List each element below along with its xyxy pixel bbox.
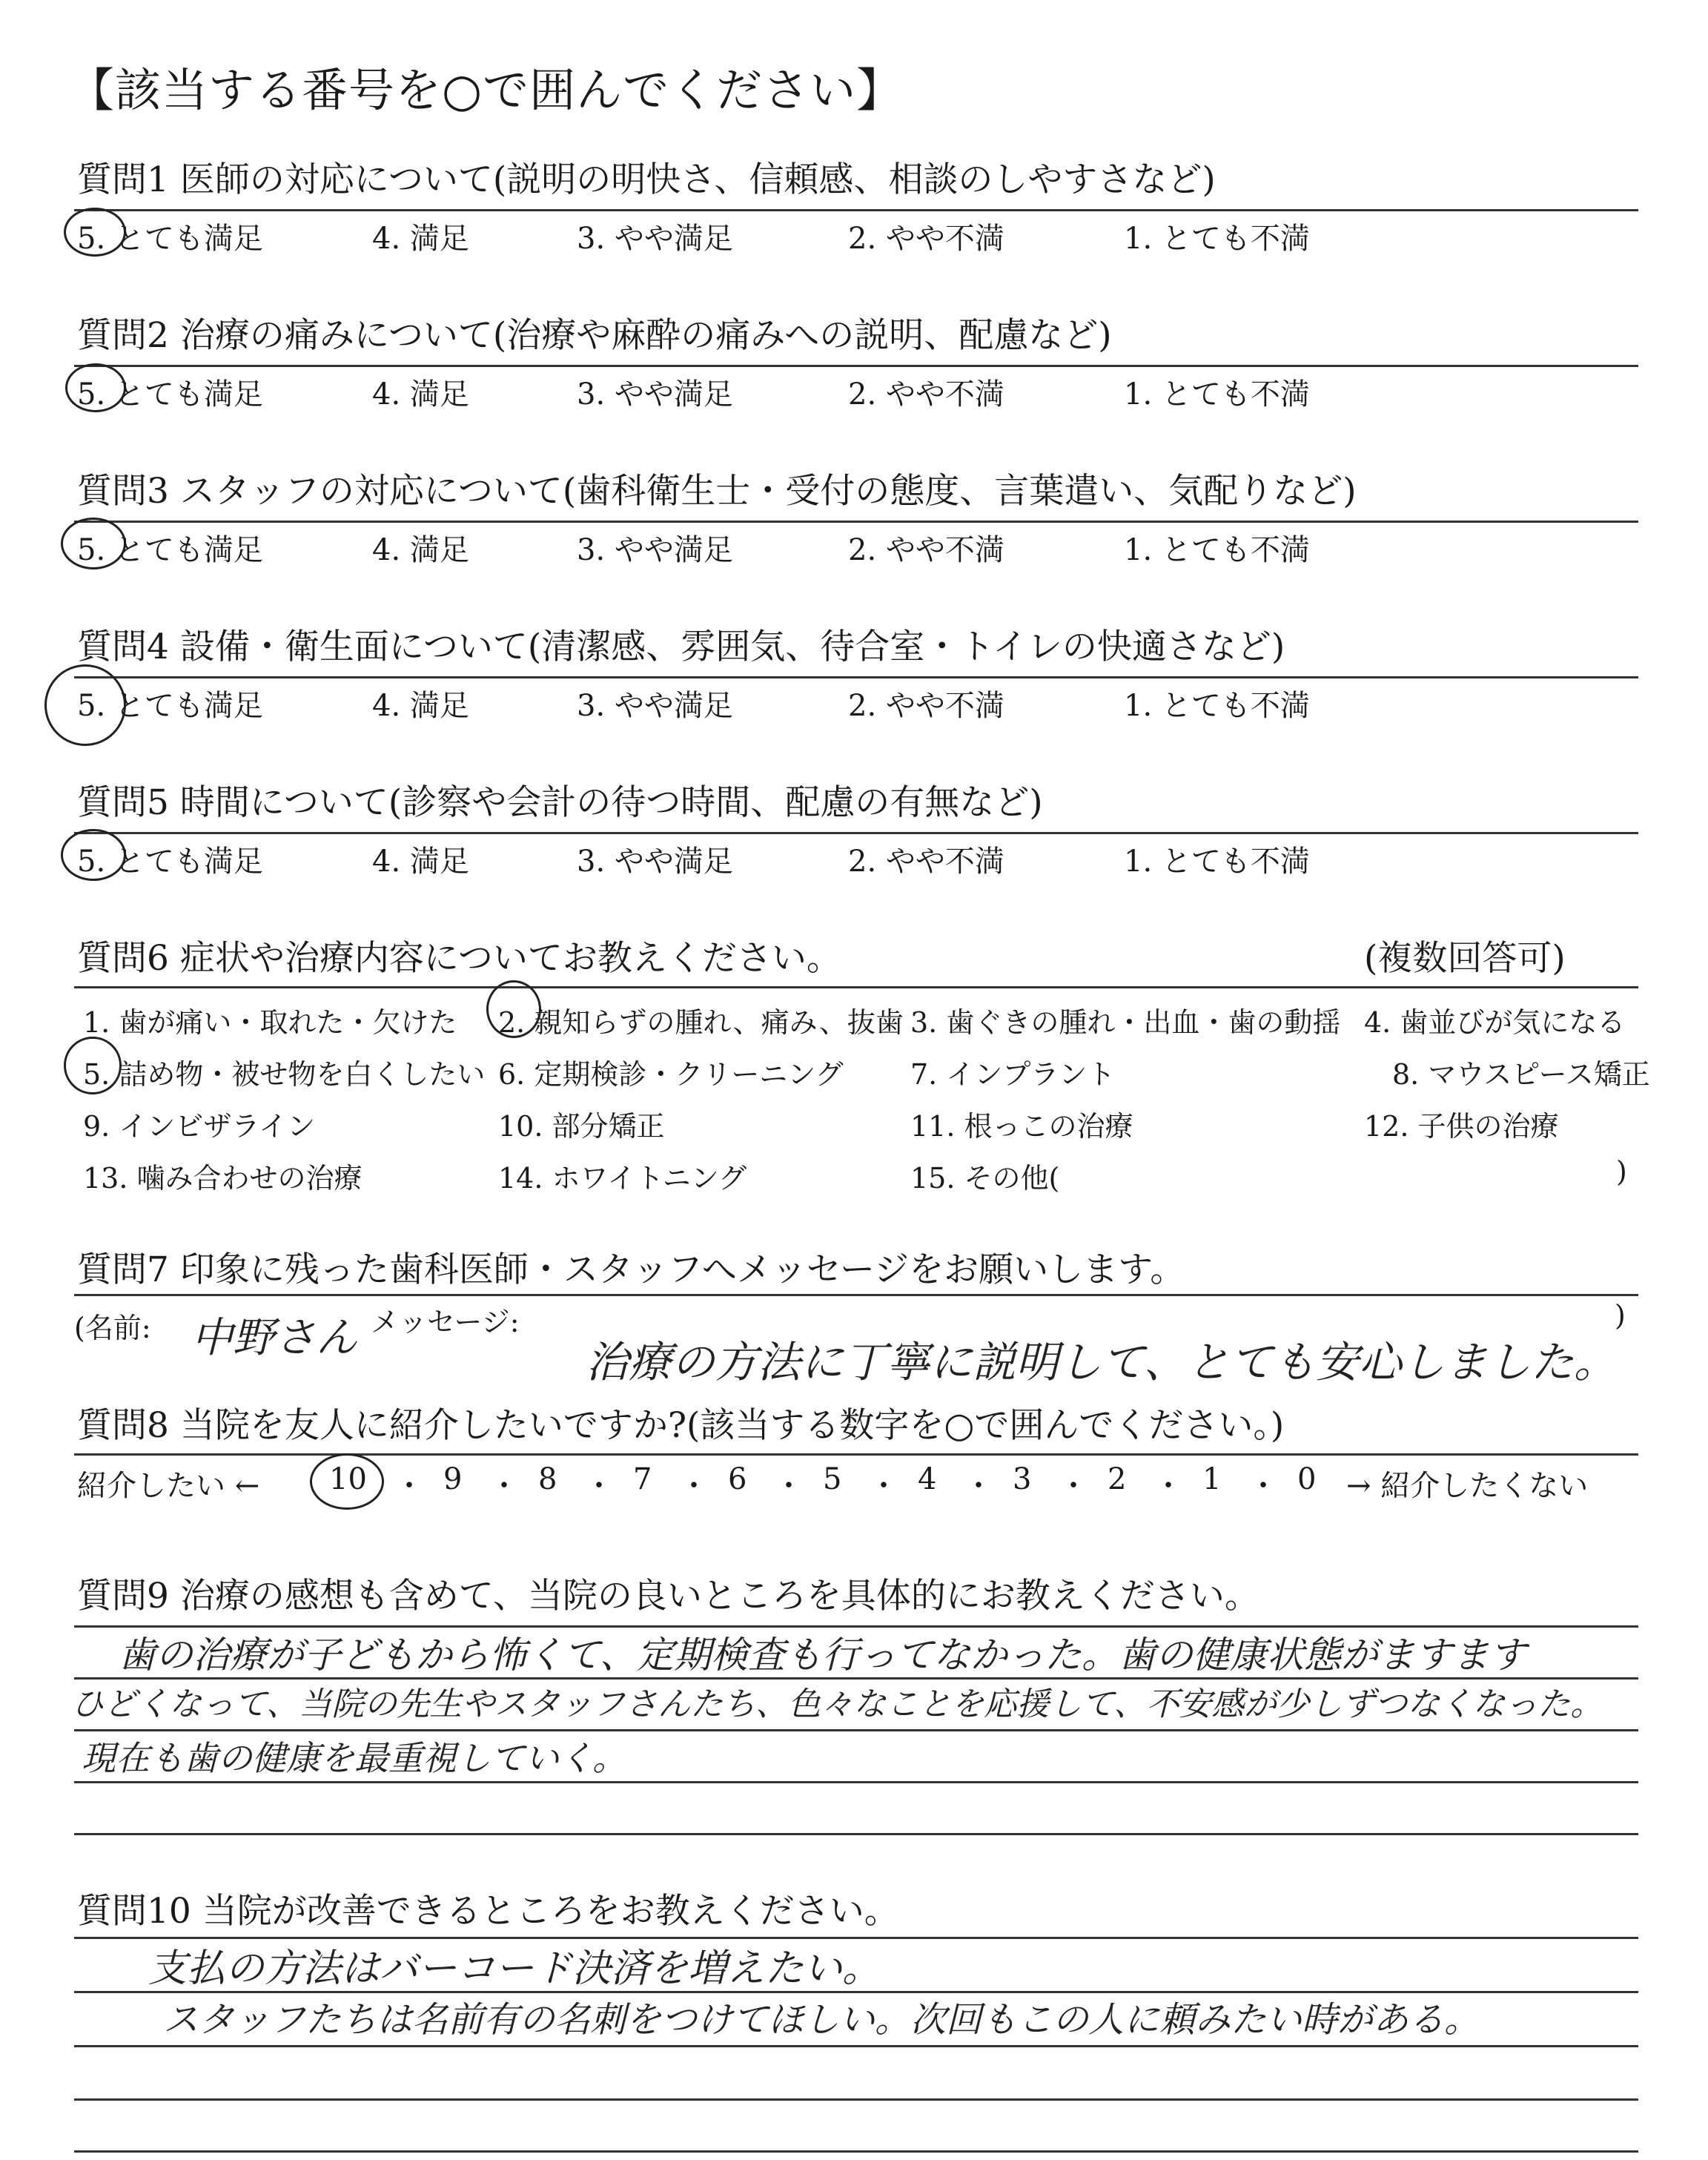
- q2-option-2[interactable]: 2. やや不満: [848, 377, 1004, 412]
- q2-option-5[interactable]: 5. とても満足: [77, 377, 263, 412]
- q9-answer-line-3[interactable]: 現在も歯の健康を最重視していく。: [82, 1738, 627, 1778]
- form-title: 【該当する番号を○で囲んでください】: [68, 63, 904, 117]
- q10-rule-4: [74, 2098, 1638, 2101]
- q7-name-value[interactable]: 中野さん: [191, 1314, 357, 1362]
- q8-right-label: → 紹介したくない: [1346, 1469, 1589, 1503]
- q9-answer-line-1[interactable]: 歯の治療が子どもから怖くて、定期検査も行ってなかった。歯の健康状態がますます: [119, 1634, 1526, 1677]
- q8-scale-1[interactable]: 1: [1202, 1462, 1222, 1496]
- q5-heading: 質問5 時間について(診察や会計の待つ時間、配慮の有無など): [77, 782, 1043, 823]
- q7-message-value[interactable]: 治療の方法に丁寧に説明して、とても安心しました。: [586, 1337, 1617, 1387]
- q2-heading: 質問2 治療の痛みについて(治療や麻酔の痛みへの説明、配慮など): [77, 315, 1112, 356]
- q3-option-1[interactable]: 1. とても不満: [1124, 533, 1310, 567]
- q1-heading: 質問1 医師の対応について(説明の明快さ、信頼感、相談のしやすさなど): [77, 159, 1216, 200]
- q3-heading: 質問3 スタッフの対応について(歯科衛生士・受付の態度、言葉遣い、気配りなど): [77, 471, 1357, 512]
- q8-dot: ・: [1248, 1469, 1278, 1503]
- q6-option-6[interactable]: 6. 定期検診・クリーニング: [498, 1058, 844, 1091]
- q3-option-4[interactable]: 4. 満足: [372, 533, 469, 567]
- q6-option-3[interactable]: 3. 歯ぐきの腫れ・出血・歯の動揺: [910, 1006, 1341, 1039]
- q3-option-2[interactable]: 2. やや不満: [848, 533, 1004, 567]
- q8-dot: ・: [679, 1469, 709, 1503]
- q4-rule: [74, 676, 1638, 678]
- q8-dot: ・: [774, 1469, 804, 1503]
- q6-option-9[interactable]: 9. インビザライン: [83, 1110, 316, 1143]
- q4-option-3[interactable]: 3. やや満足: [577, 689, 733, 723]
- q8-dot: ・: [964, 1469, 993, 1503]
- q6-option-7[interactable]: 7. インプラント: [910, 1058, 1116, 1091]
- q5-option-5[interactable]: 5. とても満足: [77, 845, 263, 879]
- q8-heading: 質問8 当院を友人に紹介したいですか?(該当する数字を○で囲んでください。): [77, 1405, 1285, 1446]
- q8-scale-5[interactable]: 5: [823, 1462, 842, 1496]
- q1-option-4[interactable]: 4. 満足: [372, 222, 469, 256]
- q6-option-8[interactable]: 8. マウスピース矯正: [1392, 1058, 1650, 1091]
- q6-rule: [74, 986, 1638, 988]
- q9-answer-line-2[interactable]: ひどくなって、当院の先生やスタッフさんたち、色々なことを応援して、不安感が少しずつなくなった。: [71, 1685, 1603, 1723]
- q6-option-11[interactable]: 11. 根っこの治療: [910, 1110, 1133, 1143]
- q2-option-1[interactable]: 1. とても不満: [1124, 377, 1310, 412]
- q6-other-close: ): [1616, 1155, 1627, 1188]
- q1-rule: [74, 209, 1638, 211]
- q8-rule: [74, 1453, 1638, 1456]
- q3-option-5[interactable]: 5. とても満足: [77, 533, 263, 567]
- q4-heading: 質問4 設備・衛生面について(清潔感、雰囲気、待合室・トイレの快適さなど): [77, 627, 1285, 667]
- q8-dot: ・: [1153, 1469, 1183, 1503]
- q10-answer-line-1[interactable]: 支払の方法はバーコード決済を増えたい。: [148, 1946, 881, 1991]
- q4-option-1[interactable]: 1. とても不満: [1124, 689, 1310, 723]
- q8-left-label: 紹介したい ←: [77, 1469, 260, 1503]
- q6-option-2[interactable]: 2. 親知らずの腫れ、痛み、抜歯: [498, 1006, 904, 1039]
- q8-scale-8[interactable]: 8: [538, 1462, 557, 1496]
- q9-heading: 質問9 治療の感想も含めて、当院の良いところを具体的にお教えください。: [77, 1576, 1260, 1616]
- q8-scale-4[interactable]: 4: [918, 1462, 937, 1496]
- q2-rule: [74, 365, 1638, 367]
- q8-scale-3[interactable]: 3: [1013, 1462, 1032, 1496]
- q7-name-label: (名前:: [74, 1312, 151, 1344]
- q4-option-4[interactable]: 4. 満足: [372, 689, 469, 723]
- q5-rule: [74, 832, 1638, 834]
- q4-option-5[interactable]: 5. とても満足: [77, 689, 263, 723]
- q6-multi-note: (複数回答可): [1364, 938, 1566, 979]
- q7-close-paren: ): [1615, 1299, 1626, 1332]
- q1-option-3[interactable]: 3. やや満足: [577, 222, 733, 256]
- q6-option-15[interactable]: 15. その他(: [910, 1162, 1060, 1195]
- q6-option-12[interactable]: 12. 子供の治療: [1364, 1110, 1559, 1143]
- q6-heading: 質問6 症状や治療内容についてお教えください。: [77, 938, 841, 979]
- q6-option-5[interactable]: 5. 詰め物・被せ物を白くしたい: [83, 1058, 486, 1091]
- q7-message-label: メッセージ:: [371, 1306, 520, 1338]
- q6-option-1[interactable]: 1. 歯が痛い・取れた・欠けた: [83, 1006, 457, 1039]
- q8-dot: ・: [489, 1469, 519, 1503]
- q8-dot: ・: [394, 1469, 424, 1503]
- q8-scale-7[interactable]: 7: [633, 1462, 652, 1496]
- q6-option-4[interactable]: 4. 歯並びが気になる: [1364, 1006, 1626, 1039]
- q4-option-2[interactable]: 2. やや不満: [848, 689, 1004, 723]
- q8-scale-10[interactable]: 10: [329, 1462, 367, 1496]
- q5-option-2[interactable]: 2. やや不満: [848, 845, 1004, 879]
- q2-option-3[interactable]: 3. やや満足: [577, 377, 733, 412]
- q8-dot: ・: [869, 1469, 898, 1503]
- q2-option-4[interactable]: 4. 満足: [372, 377, 469, 412]
- q3-option-3[interactable]: 3. やや満足: [577, 533, 733, 567]
- q8-scale-0[interactable]: 0: [1297, 1462, 1317, 1496]
- q9-rule-5: [74, 1833, 1638, 1835]
- q1-option-5[interactable]: 5. とても満足: [77, 222, 263, 256]
- q10-heading: 質問10 当院が改善できるところをお教えください。: [77, 1891, 899, 1932]
- q10-rule-3: [74, 2045, 1638, 2047]
- q8-dot: ・: [1059, 1469, 1088, 1503]
- q5-option-1[interactable]: 1. とても不満: [1124, 845, 1310, 879]
- q5-option-4[interactable]: 4. 満足: [372, 845, 469, 879]
- q7-heading: 質問7 印象に残った歯科医師・スタッフへメッセージをお願いします。: [77, 1249, 1185, 1290]
- q1-option-2[interactable]: 2. やや不満: [848, 222, 1004, 256]
- q8-scale-2[interactable]: 2: [1108, 1462, 1127, 1496]
- q9-rule-4: [74, 1781, 1638, 1783]
- q6-option-10[interactable]: 10. 部分矯正: [498, 1110, 665, 1143]
- q10-answer-line-2[interactable]: スタッフたちは名前有の名刺をつけてほしい。次回もこの人に頼みたい時がある。: [163, 1999, 1480, 2041]
- q8-dot: ・: [584, 1469, 614, 1503]
- q7-rule: [74, 1294, 1638, 1296]
- q1-option-1[interactable]: 1. とても不満: [1124, 222, 1310, 256]
- q8-scale-6[interactable]: 6: [728, 1462, 747, 1496]
- q8-scale-9[interactable]: 9: [443, 1462, 463, 1496]
- q3-rule: [74, 521, 1638, 523]
- q10-rule-5: [74, 2150, 1638, 2153]
- q5-option-3[interactable]: 3. やや満足: [577, 845, 733, 879]
- q6-option-13[interactable]: 13. 噛み合わせの治療: [83, 1162, 363, 1195]
- q6-option-14[interactable]: 14. ホワイトニング: [498, 1162, 747, 1195]
